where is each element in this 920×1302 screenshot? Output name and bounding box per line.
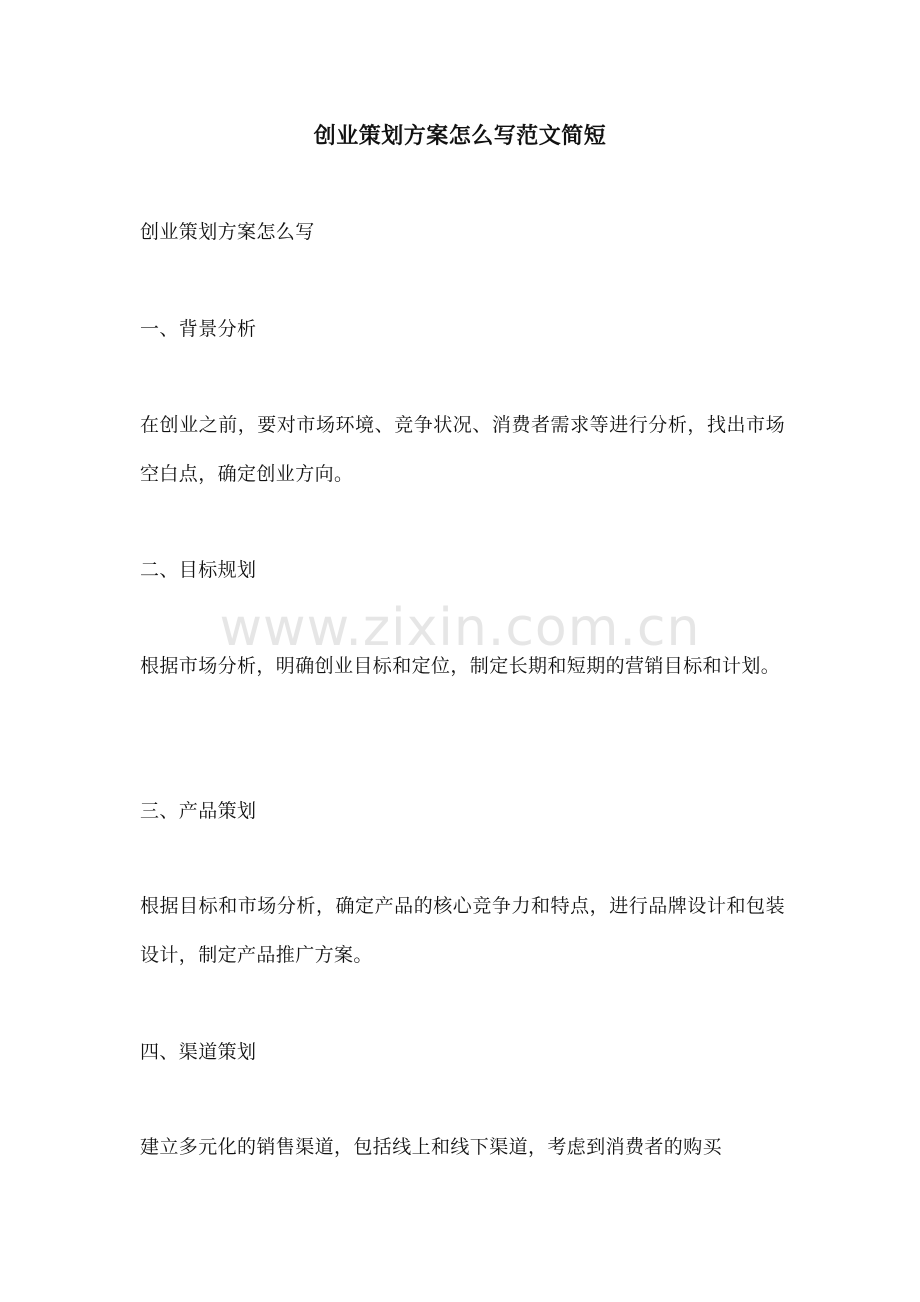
section-heading: 二、目标规划 xyxy=(140,559,257,581)
document-title: 创业策划方案怎么写范文简短 xyxy=(313,123,607,149)
section-body: 根据目标和市场分析，确定产品的核心竞争力和特点，进行品牌设计和包装设计，制定产品推广方案。 xyxy=(140,895,785,966)
document-subtitle: 创业策划方案怎么写 xyxy=(140,221,315,243)
section-body: 建立多元化的销售渠道，包括线上和线下渠道，考虑到消费者的购买 xyxy=(140,1136,723,1158)
watermark-text: www.zixin.com.cn xyxy=(219,598,701,658)
section-body: 在创业之前，要对市场环境、竞争状况、消费者需求等进行分析，找出市场空白点，确定创业方向。 xyxy=(140,414,785,485)
section-heading: 四、渠道策划 xyxy=(140,1041,257,1063)
section-body: 根据市场分析，明确创业目标和定位，制定长期和短期的营销目标和计划。 xyxy=(140,655,781,677)
section-heading: 一、背景分析 xyxy=(140,318,257,340)
section-heading: 三、产品策划 xyxy=(140,800,257,822)
